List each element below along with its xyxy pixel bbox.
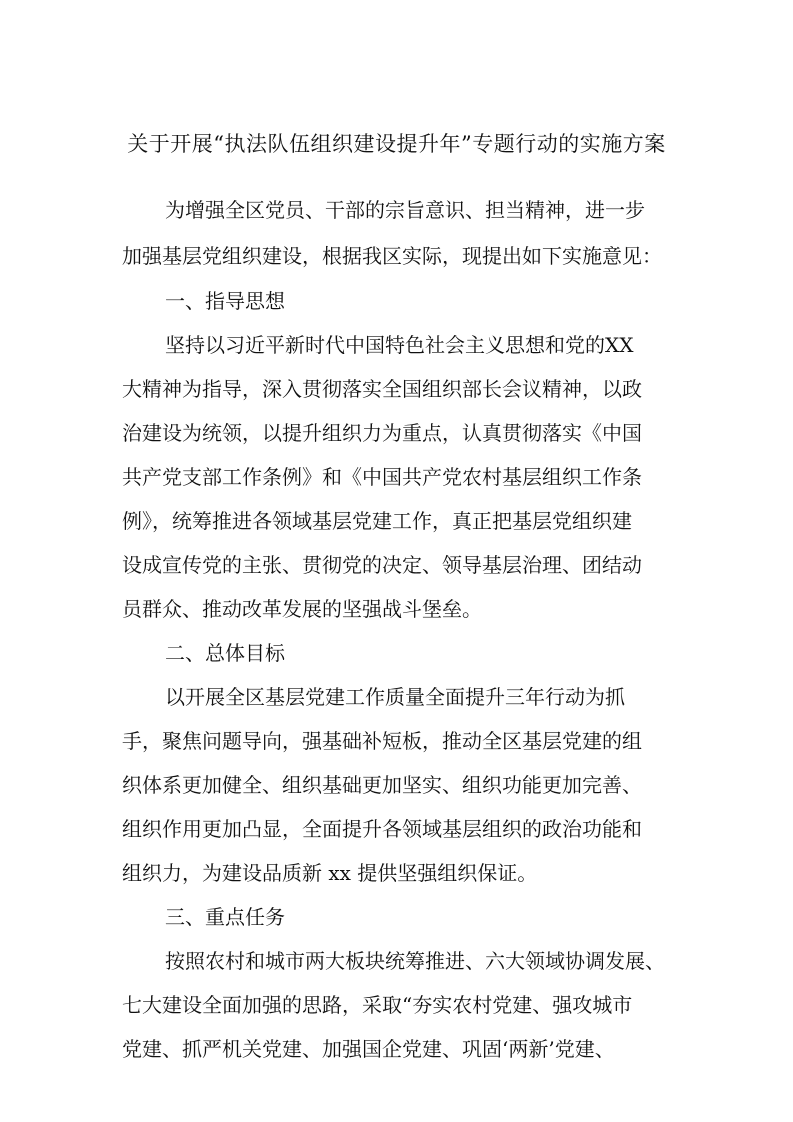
paragraph-line: 以开展全区基层党建工作质量全面提升三年行动为抓: [165, 685, 625, 709]
paragraph-line: 大精神为指导，深入贯彻落实全国组织部长会议精神，以政: [122, 377, 642, 401]
section-heading: 三、重点任务: [165, 905, 285, 929]
paragraph-line: 手，聚焦问题导向，强基础补短板，推动全区基层党建的组: [122, 729, 642, 753]
paragraph-line: 组织力，为建设品质新 xx 提供坚强组织保证。: [122, 861, 538, 885]
paragraph-line: 按照农村和城市两大板块统筹推进、六大领域协调发展、: [165, 949, 665, 973]
paragraph-line: 设成宣传党的主张、贯彻党的决定、领导基层治理、团结动: [122, 553, 642, 577]
paragraph-line: 例》，统筹推进各领域基层党建工作，真正把基层党组织建: [122, 509, 632, 533]
paragraph-line: 党建、抓严机关党建、加强国企党建、巩固‘两新’党建、: [122, 1037, 615, 1061]
paragraph-line: 治建设为统领，以提升组织力为重点，认真贯彻落实《中国: [122, 421, 642, 445]
paragraph-line: 员群众、推动改革发展的坚强战斗堡垒。: [122, 597, 482, 621]
paragraph-line: 为增强全区党员、干部的宗旨意识、担当精神，进一步: [165, 198, 645, 222]
section-heading: 一、指导思想: [165, 289, 285, 313]
paragraph-line: 坚持以习近平新时代中国特色社会主义思想和党的XX: [165, 333, 634, 357]
document-title: 关于开展“执法队伍组织建设提升年”专题行动的实施方案: [127, 132, 666, 156]
section-heading: 二、总体目标: [165, 641, 285, 665]
paragraph-line: 加强基层党组织建设，根据我区实际，现提出如下实施意见：: [122, 244, 662, 268]
paragraph-line: 共产党支部工作条例》和《中国共产党农村基层组织工作条: [122, 465, 642, 489]
paragraph-line: 组织作用更加凸显，全面提升各领域基层组织的政治功能和: [122, 817, 642, 841]
paragraph-line: 织体系更加健全、组织基础更加坚实、组织功能更加完善、: [122, 773, 642, 797]
paragraph-line: 七大建设全面加强的思路，采取“夯实农村党建、强攻城市: [122, 993, 633, 1017]
